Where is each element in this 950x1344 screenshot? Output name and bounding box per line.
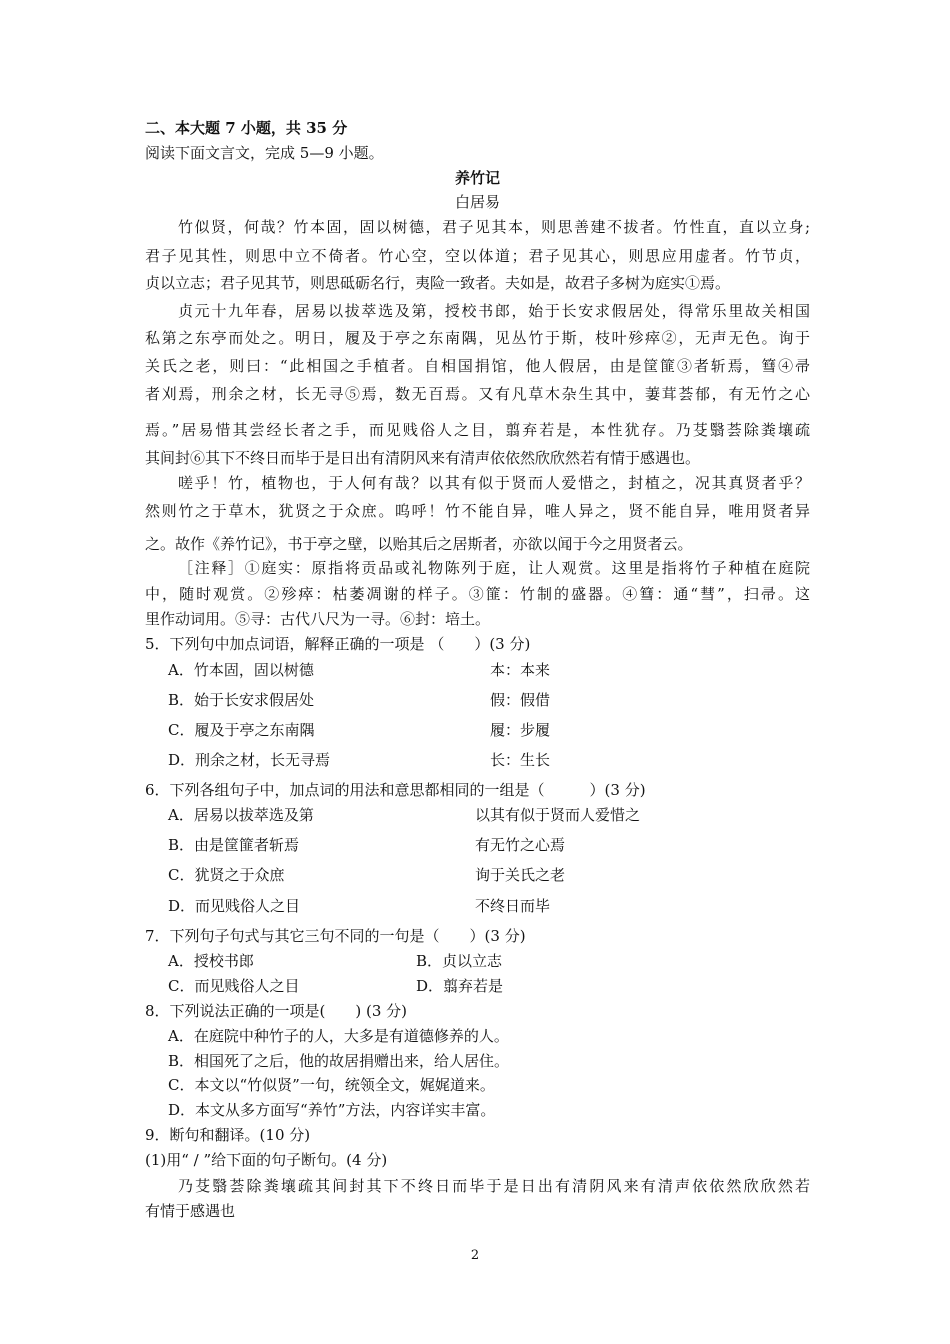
passage-line: 贞元十九年春，居易以拔萃选及第，授校书郎，始于长安求假居处，得常乐里故关相国 [178, 302, 810, 320]
q5-option-b-meaning: 假：假借 [490, 691, 551, 709]
q6-option-c: C．犹贤之于众庶 [168, 866, 285, 884]
note-line: 里作动词用。⑤寻：古代八尺为一寻。⑥封：培土。 [145, 610, 491, 628]
q8-option-b: B．相国死了之后，他的故居捐赠出来，给人居住。 [168, 1052, 510, 1070]
note-line: ［注释］①庭实：原指将贡品或礼物陈列于庭，让人观赏。这里是指将竹子种植在庭院 [178, 559, 810, 577]
note-line: 中，随时观赏。②殄瘁：枯萎凋谢的样子。③篚：竹制的盛器。④篲：通“彗”，扫帚。这 [145, 585, 810, 603]
passage-line: 嗟乎！竹，植物也，于人何有哉？以其有似于贤而人爱惜之，封植之，况其真贤者乎？ [178, 474, 810, 492]
passage-line: 私第之东亭而处之。明日，履及于亭之东南隅，见丛竹于斯，枝叶殄瘁②，无声无色。询于 [145, 329, 810, 347]
q7-option-d: D．翦弃若是 [416, 977, 504, 995]
question-5-stem: 5．下列句中加点词语，解释正确的一项是 （ ）(3 分) [145, 635, 531, 653]
q5-option-a-meaning: 本：本来 [490, 661, 551, 679]
passage-author: 白居易 [454, 193, 500, 211]
q6-option-d-pair: 不终日而毕 [475, 897, 551, 915]
q7-option-a: A．授校书郎 [168, 952, 254, 970]
q7-option-c: C．而见贱俗人之目 [168, 977, 300, 995]
question-7-stem: 7．下列句子句式与其它三句不同的一句是（ ）(3 分) [145, 927, 526, 945]
q7-option-b: B．贞以立志 [416, 952, 503, 970]
q5-option-b: B．始于长安求假居处 [168, 691, 315, 709]
passage-line: 然则竹之于草木，犹贤之于众庶。呜呼！竹不能自异，唯人异之，贤不能自异，唯用贤者异 [145, 502, 810, 520]
passage-line: 之。故作《养竹记》，书于亭之壁，以贻其后之居斯者，亦欲以闻于今之用贤者云。 [145, 535, 693, 553]
q5-option-d-meaning: 长：生长 [490, 751, 551, 769]
q6-option-b-pair: 有无竹之心焉 [475, 836, 566, 854]
q5-option-a: A．竹本固，固以树德 [168, 661, 314, 679]
passage-line: 贞以立志；君子见其节，则思砥砺名行，夷险一致者。夫如是，故君子多树为庭实①焉。 [145, 274, 731, 292]
page-number: 2 [470, 1248, 480, 1263]
q6-option-a: A．居易以拔萃选及第 [168, 806, 314, 824]
q6-option-d: D．而见贱俗人之目 [168, 897, 301, 915]
question-9-sub1: (1)用“ / ”给下面的句子断句。(4 分) [145, 1151, 388, 1169]
q5-option-d: D．刑余之材，长无寻焉 [168, 751, 331, 769]
q8-option-c: C．本文以“竹似贤”一句，统领全文，娓娓道来。 [168, 1076, 495, 1094]
passage-line: 君子见其性，则思中立不倚者。竹心空，空以体道；君子见其心，则思应用虚者。竹节贞， [145, 247, 810, 265]
passage-line: 关氏之老，则曰：“此相国之手植者。自相国捐馆，他人假居，由是筐篚③者斩焉，篲④帚 [145, 357, 810, 375]
section-header: 二、本大题 7 小题，共 35 分 [145, 119, 348, 137]
q8-option-d: D．本文从多方面写“养竹”方法，内容详实丰富。 [168, 1101, 496, 1119]
passage-title: 养竹记 [454, 169, 500, 187]
passage-line: 者刈焉，刑余之材，长无寻⑤焉，数无百焉。又有凡草木杂生其中，萋茸荟郁，有无竹之心 [145, 385, 810, 403]
question-9-sentence: 乃芟翳荟除粪壤疏其间封其下不终日而毕于是日出有清阴风来有清声依依然欣欣然若 [178, 1177, 810, 1195]
q6-option-b: B．由是筐篚者斩焉 [168, 836, 300, 854]
q6-option-c-pair: 询于关氏之老 [475, 866, 566, 884]
q5-option-c-meaning: 履：步履 [490, 721, 551, 739]
passage-line: 其间封⑥其下不终日而毕于是日出有清阴风来有清声依依然欣欣然若有情于感遇也。 [145, 449, 701, 467]
passage-line: 竹似贤，何哉？竹本固，固以树德，君子见其本，则思善建不拔者。竹性直，直以立身; [178, 218, 810, 236]
question-6-stem: 6．下列各组句子中，加点词的用法和意思都相同的一组是（ ）(3 分) [145, 781, 646, 799]
q5-option-c: C．履及于亭之东南隅 [168, 721, 315, 739]
passage-line: 焉。”居易惜其尝经长者之手，而见贱俗人之目，翦弃若是，本性犹存。乃芟翳荟除粪壤疏 [145, 421, 810, 439]
question-9-stem: 9．断句和翻译。(10 分) [145, 1126, 311, 1144]
q8-option-a: A．在庭院中种竹子的人，大多是有道德修养的人。 [168, 1027, 509, 1045]
q6-option-a-pair: 以其有似于贤而人爱惜之 [475, 806, 641, 824]
question-9-sentence: 有情于感遇也 [145, 1202, 236, 1220]
instruction: 阅读下面文言文，完成 5—9 小题。 [145, 144, 384, 162]
question-8-stem: 8．下列说法正确的一项是( ) (3 分) [145, 1002, 408, 1020]
